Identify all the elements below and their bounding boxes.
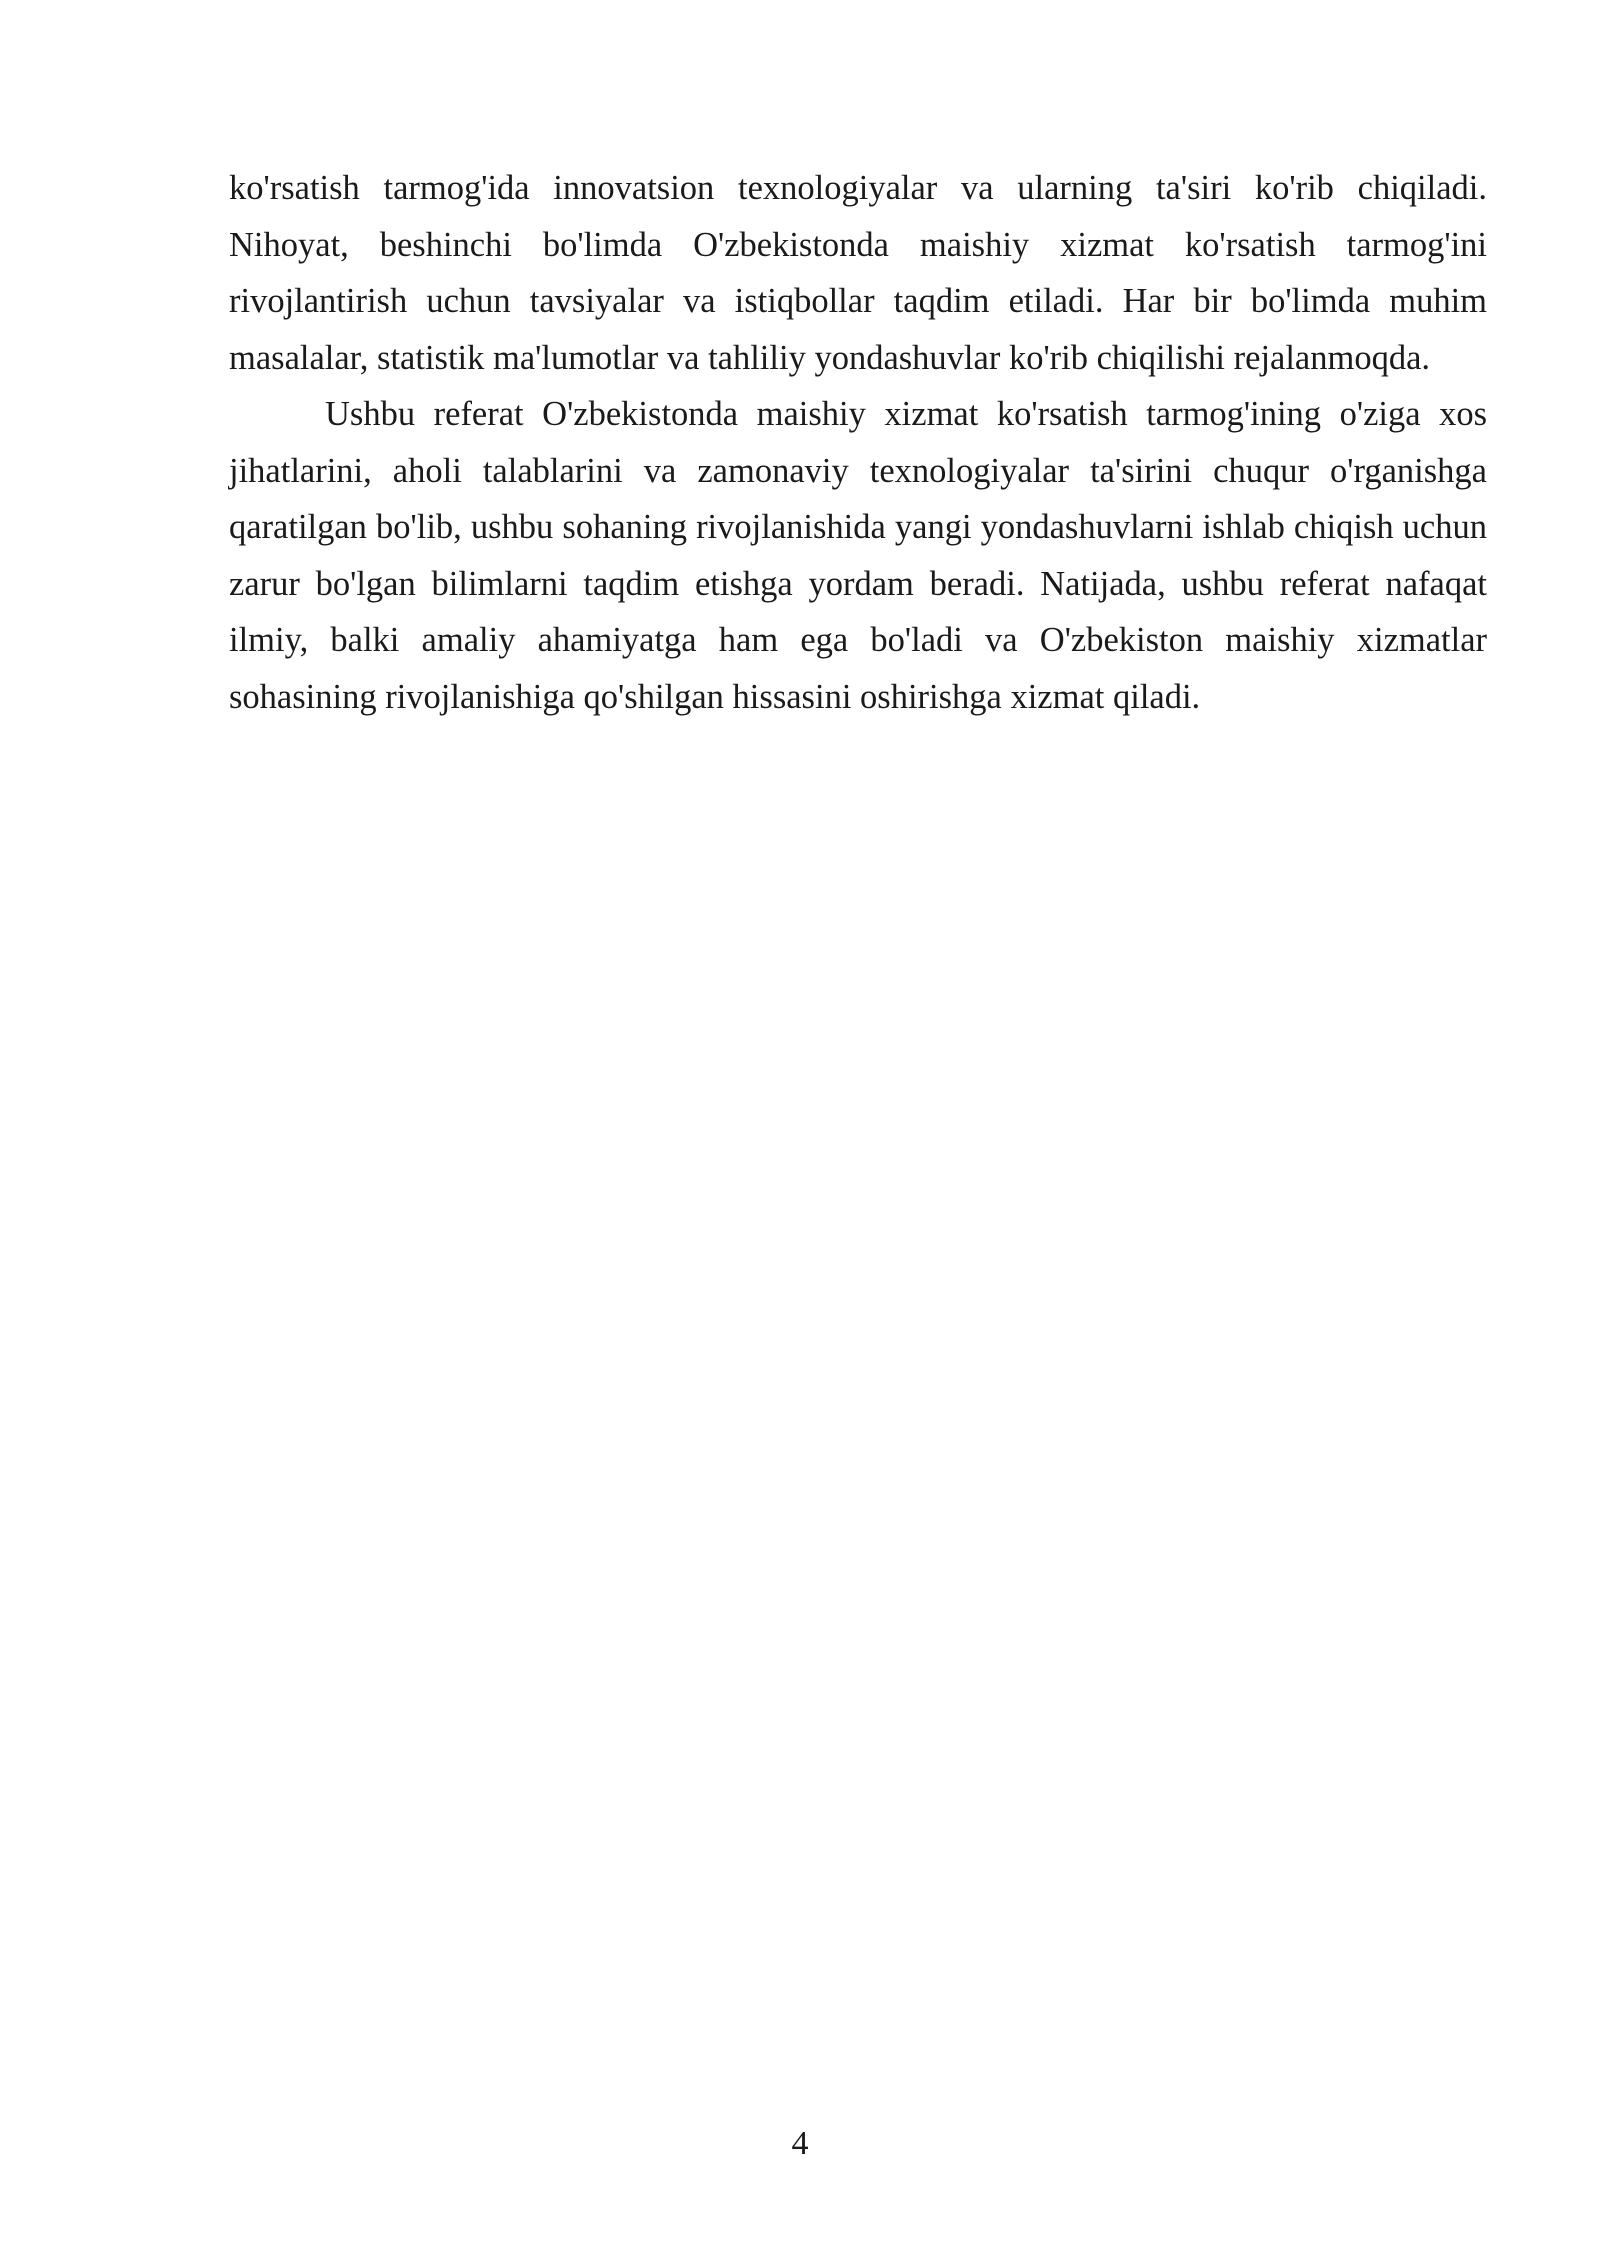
paragraph-ushbu-referat: Ushbu referat O'zbekistonda maishiy xizmat ko'rsatish tarmog'ining o'ziga xos jihatlarini, aholi talablarini va zamonaviy texnologiyalar ta'sirini chuqur o'rganishga qaratilgan bo'lib, ushbu sohaning rivojlanishida yangi yondashuvlarni ishlab chiqish uchun zarur bo'lgan bilimlarni taqdim etishga yordam beradi. Natijada, ushbu referat nafaqat ilmiy, balki amaliy ahamiyatga ham ega bo'ladi va O'zbekiston maishiy xizmatlar sohasining rivojlanishiga qo'shilgan hissasini oshirishga xizmat qiladi. — [229, 395, 1487, 716]
paragraph-continuation: ko'rsatish tarmog'ida innovatsion texnologiyalar va ularning ta'siri ko'rib chiqiladi. Nihoyat, beshinchi bo'limda O'zbekistonda maishiy xizmat ko'rsatish tarmog'ini rivojlantirish uchun tavsiyalar va istiqbollar taqdim etiladi. Har bir bo'limda muhim masalalar, statistik ma'lumotlar va tahliliy yondashuvlar ko'rib chiqilishi rejalanmoqda. — [229, 169, 1487, 377]
page-number: 4 — [791, 2125, 809, 2162]
body-text — [229, 160, 1487, 725]
